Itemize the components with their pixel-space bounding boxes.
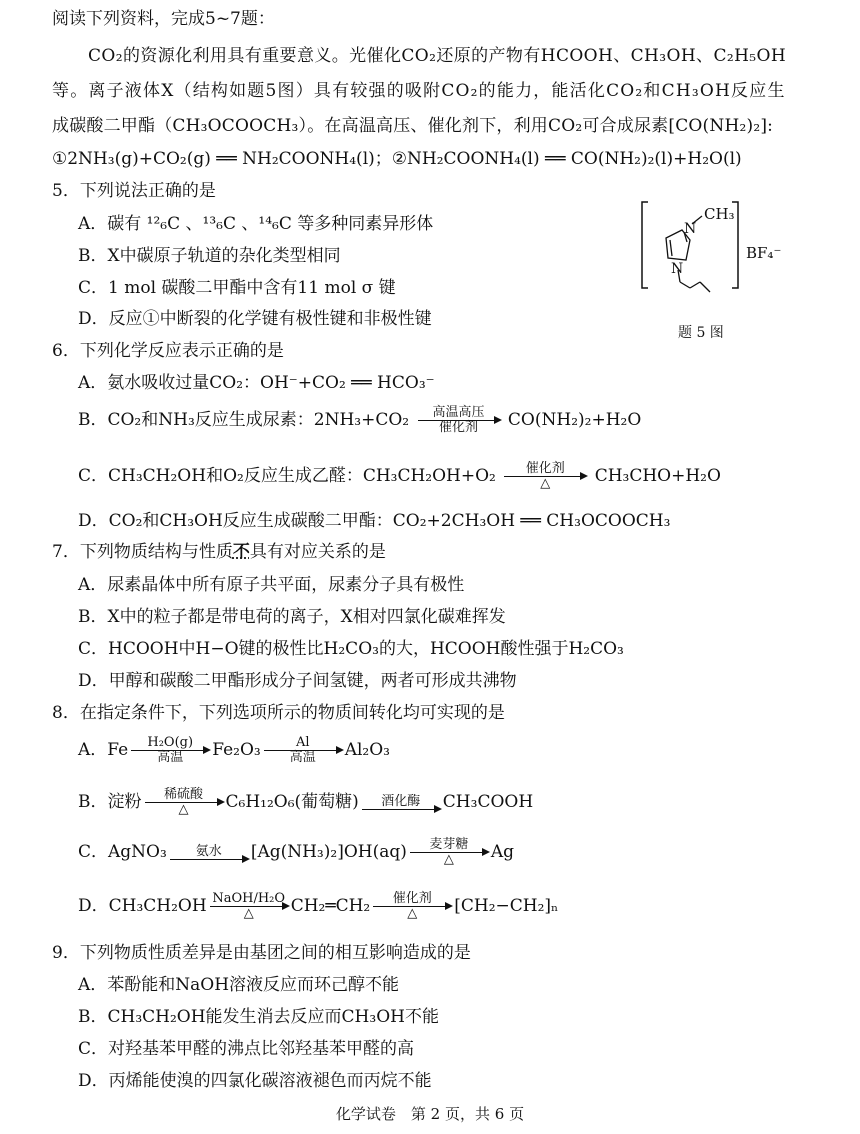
q8-stem: 8．在指定条件下，下列选项所示的物质间转化均可实现的是 [52, 703, 505, 723]
q9-option-b: B．CH₃CH₂OH能发生消去反应而CH₃OH不能 [78, 1007, 439, 1027]
q7-option-b: B．X中的粒子都是带电荷的离子，X相对四氯化碳难挥发 [78, 607, 506, 627]
q8-option-a [78, 728, 390, 772]
q7-emphasis: 不 [232, 542, 250, 562]
q6-b-right: CO(NH₂)₂+H₂O [507, 410, 642, 430]
arrow-top: 稀硫酸 [163, 787, 203, 802]
material-line-3: 成碳酸二甲酯（CH₃OCOOCH₃）。在高温高压、催化剂下，利用CO₂可合成尿素[CO(NH₂)₂]: [52, 116, 774, 136]
figure-caption: 题 5 图 [678, 325, 724, 341]
reaction-arrow [418, 406, 500, 435]
q6-b-left: B．CO₂和NH₃反应生成尿素：2NH₃+CO₂ [78, 410, 410, 430]
option-label: B． [78, 792, 108, 812]
reaction-arrow [131, 736, 209, 765]
q6-option-b [78, 400, 641, 440]
q5-option-b: B．X中碳原子轨道的杂化类型相同 [78, 246, 341, 266]
arrow-bottom: 高温 [157, 750, 184, 765]
reaction-arrow [504, 462, 586, 491]
option-label: D． [78, 896, 109, 916]
species-2: Ag [490, 842, 515, 862]
reaction-arrow [264, 736, 342, 765]
species-2: CH₃COOH [442, 792, 534, 812]
arrow-top: 高温高压 [432, 405, 485, 420]
q9-option-c: C．对羟基苯甲醛的沸点比邻羟基苯甲醛的高 [78, 1039, 415, 1059]
reaction-arrow [145, 788, 223, 817]
material-line-4: ①2NH₃(g)+CO₂(g) ══ NH₂COONH₄(l)；②NH₂COONH₄(l) ══ CO(NH₂)₂(l)+H₂O(l) [52, 149, 742, 169]
q6-stem: 6．下列化学反应表示正确的是 [52, 341, 284, 361]
page-footer: 化学试卷 第 2 页，共 6 页 [335, 1105, 525, 1123]
material-line-2: 等。离子液体X（结构如题5图）具有较强的吸附CO₂的能力，能活化CO₂和CH₃OH反应生 [52, 81, 786, 101]
arrow-bottom: △ [178, 802, 189, 817]
species-2: Al₂O₃ [344, 740, 390, 760]
q5-option-a: A．碳有 ¹²₆C 、¹³₆C 、¹⁴₆C 等多种同素异形体 [78, 214, 434, 234]
figure-counterion: BF₄⁻ [746, 244, 782, 262]
q6-c-left: C．CH₃CH₂OH和O₂反应生成乙醛：CH₃CH₂OH+O₂ [78, 466, 496, 486]
q9-stem: 9．下列物质性质差异是由基团之间的相互影响造成的是 [52, 943, 471, 963]
species-1: C₆H₁₂O₆(葡萄糖) [225, 792, 359, 812]
arrow-bottom: △ [443, 852, 454, 867]
arrow-bottom: △ [540, 476, 551, 491]
figure-5 [640, 198, 790, 348]
q8-option-c [78, 830, 514, 874]
q7-stem-b: 具有对应关系的是 [249, 542, 386, 562]
q6-option-d: D．CO₂和CH₃OH反应生成碳酸二甲酯：CO₂+2CH₃OH ══ CH₃OCOOCH₃ [78, 511, 671, 531]
figure-methyl: CH₃ [704, 205, 735, 223]
species-start: 淀粉 [107, 792, 142, 812]
arrow-top: H₂O(g) [147, 735, 194, 750]
q8-option-d [78, 884, 558, 928]
q6-c-right: CH₃CHO+H₂O [594, 466, 721, 486]
arrow-top: 催化剂 [392, 891, 432, 906]
option-label: C． [78, 842, 109, 862]
reaction-arrow [362, 795, 440, 810]
reaction-arrow [170, 845, 248, 860]
q7-stem-a: 7．下列物质结构与性质 [52, 542, 233, 562]
arrow-top: Al [295, 735, 310, 750]
species-2: [CH₂−CH₂]ₙ [454, 896, 559, 916]
species-start: CH₃CH₂OH [108, 896, 207, 916]
q7-option-d: D．甲醇和碳酸二甲酯形成分子间氢键，两者可形成共沸物 [78, 671, 517, 691]
species-1: [Ag(NH₃)₂]OH(aq) [250, 842, 407, 862]
arrow-bottom: △ [407, 906, 418, 921]
figure-n: N [671, 261, 684, 277]
reaction-arrow [210, 892, 288, 921]
species-start: Fe [107, 740, 129, 760]
material-line-1: CO₂的资源化利用具有重要意义。光催化CO₂还原的产物有HCOOH、CH₃OH、C₂H₅OH [88, 46, 787, 66]
arrow-bottom: △ [243, 906, 254, 921]
option-label: A． [78, 740, 108, 760]
q9-option-a: A．苯酚能和NaOH溶液反应而环己醇不能 [78, 975, 400, 995]
arrow-top: NaOH/H₂O [212, 891, 286, 906]
q5-option-d: D．反应①中断裂的化学键有极性键和非极性键 [78, 309, 432, 329]
species-1: Fe₂O₃ [212, 740, 261, 760]
q7-option-a: A．尿素晶体中所有原子共平面，尿素分子具有极性 [78, 575, 465, 595]
arrow-bottom: 高温 [289, 750, 316, 765]
q6-option-a: A．氨水吸收过量CO₂：OH⁻+CO₂ ══ HCO₃⁻ [78, 373, 435, 393]
arrow-top: 酒化酶 [381, 794, 421, 809]
species-1: CH₂═CH₂ [290, 896, 371, 916]
arrow-top: 催化剂 [525, 461, 565, 476]
figure-n-plus: N [684, 221, 697, 237]
q7-option-c: C．HCOOH中H−O键的极性比H₂CO₃的大，HCOOH酸性强于H₂CO₃ [78, 639, 624, 659]
q5-stem: 5．下列说法正确的是 [52, 181, 216, 201]
species-start: AgNO₃ [108, 842, 167, 862]
intro: 阅读下列资料，完成5~7题： [52, 9, 275, 29]
reaction-arrow [373, 892, 451, 921]
arrow-top: 氨水 [195, 844, 222, 859]
arrow-bottom: 催化剂 [439, 420, 479, 435]
q7-stem [52, 541, 386, 563]
q8-option-b [78, 780, 533, 824]
reaction-arrow [410, 838, 488, 867]
q6-option-c [78, 456, 721, 496]
arrow-top: 麦芽糖 [429, 837, 469, 852]
q5-option-c: C．1 mol 碳酸二甲酯中含有11 mol σ 键 [78, 278, 396, 298]
q9-option-d: D．丙烯能使溴的四氯化碳溶液褪色而丙烷不能 [78, 1071, 432, 1091]
